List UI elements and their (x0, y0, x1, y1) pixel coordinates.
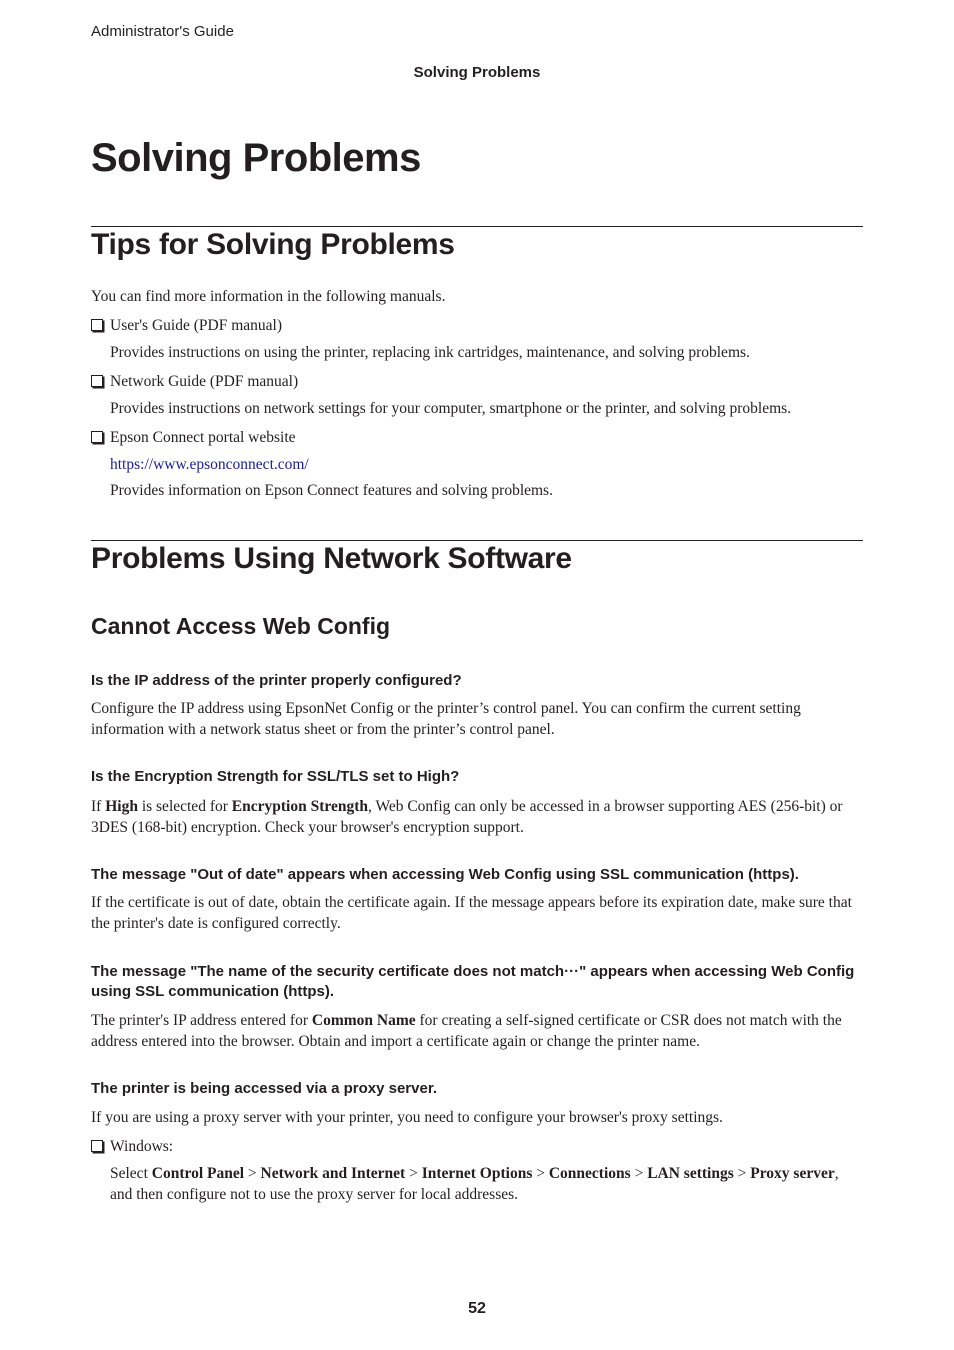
proxy-instructions: Select Control Panel > Network and Internet > Internet Options > Connections > LAN settings > Proxy server, and then configure not to use the proxy server for local addresses. (110, 1165, 839, 1203)
checkbox-bullet-icon (91, 319, 103, 331)
answer-text: If you are using a proxy server with your printer, you need to configure your browser's proxy settings. (91, 1109, 723, 1126)
guide-title: Administrator's Guide (91, 23, 234, 40)
list-item: User's Guide (PDF manual) (91, 316, 282, 337)
running-title: Solving Problems (413, 64, 541, 81)
list-item-description: Provides instructions on network settings for your computer, smartphone or the printer, and solving problems. (110, 400, 792, 417)
question-heading: Is the IP address of the printer properly configured? (91, 672, 462, 689)
answer-text: If the certificate is out of date, obtain the certificate again. If the message appears before its expiration date, make sure that the printer's date is configured correctly. (91, 894, 852, 932)
list-item: Network Guide (PDF manual) (91, 372, 298, 393)
answer-text: Configure the IP address using EpsonNet Config or the printer’s control panel. You can confirm the current setting information with a network status sheet or from the printer’s control panel. (91, 700, 801, 738)
checkbox-bullet-icon (91, 1140, 103, 1152)
tips-heading: Tips for Solving Problems (91, 228, 455, 261)
page-number: 52 (468, 1300, 486, 1317)
question-heading: The printer is being accessed via a proxy server. (91, 1080, 438, 1097)
section-divider (91, 226, 863, 227)
tips-intro: You can find more information in the following manuals. (91, 288, 446, 305)
list-item-description: Provides instructions on using the printer, replacing ink cartridges, maintenance, and solving problems. (110, 344, 750, 361)
question-heading: The message "The name of the security certificate does not match···" appears when accessing Web Config using SSL communication (https). (91, 963, 855, 1000)
epson-connect-link[interactable]: https://www.epsonconnect.com/ (110, 456, 309, 473)
list-item: Windows: (91, 1137, 173, 1158)
chapter-title: Solving Problems (91, 136, 421, 180)
question-heading: The message "Out of date" appears when accessing Web Config using SSL communication (https). (91, 866, 799, 883)
checkbox-bullet-icon (91, 431, 103, 443)
question-heading: Is the Encryption Strength for SSL/TLS set to High? (91, 768, 460, 785)
list-item-description: Provides information on Epson Connect features and solving problems. (110, 482, 553, 499)
checkbox-bullet-icon (91, 375, 103, 387)
web-config-subheading: Cannot Access Web Config (91, 613, 391, 639)
answer-text: The printer's IP address entered for Common Name for creating a self-signed certificate or CSR does not match with the address entered into the browser. Obtain and import a certificate again or change the printer name. (91, 1012, 842, 1050)
list-item: Epson Connect portal website (91, 428, 296, 449)
network-heading: Problems Using Network Software (91, 542, 572, 575)
section-divider (91, 540, 863, 541)
answer-text: If High is selected for Encryption Strength, Web Config can only be accessed in a browser supporting AES (256-bit) or 3DES (168-bit) encryption. Check your browser's encryption support. (91, 798, 843, 836)
